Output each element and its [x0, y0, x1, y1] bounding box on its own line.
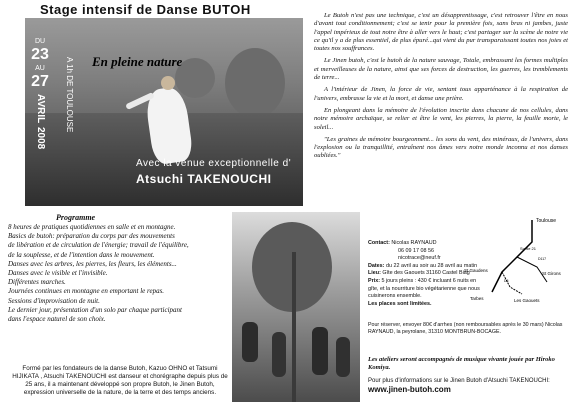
program-line: de libération et de circulation de l'énergie; travail de l'équilibre,	[8, 241, 189, 250]
program-line: dans l'espace naturel de son choix.	[8, 315, 106, 324]
map-label-toulouse: Toulouse	[536, 218, 557, 224]
subtitle: En pleine nature	[92, 54, 183, 69]
website-link[interactable]: www.jinen-butoh.com	[368, 384, 451, 394]
route-map	[462, 212, 572, 322]
map-label-stgirons: St Girons	[542, 271, 561, 276]
contact-phone: 06 09 17 08 56	[398, 247, 434, 254]
lieu-value: Gîte des Gaouets 31160 Castel Biag	[382, 270, 470, 277]
program-heading: Programme	[56, 213, 96, 222]
program-line: Danses avec le visible et l'invisible.	[8, 269, 108, 278]
ateliers-text: Les ateliers seront accompagnés de musique vivante jouée par Hiroko Komiya.	[368, 356, 555, 371]
map-label-d5: D5	[504, 279, 509, 283]
lieu-label: Lieu:	[368, 270, 381, 277]
contact-email: nicotrace@neuf.fr	[398, 255, 441, 262]
guest-name: Atsuchi TAKENOUCHI	[136, 172, 272, 186]
dates-value: du 22 avril au soir au 28 avril au matin	[385, 262, 478, 269]
program-line: Basics de butoh: préparation du corps par des mouvements	[8, 232, 175, 241]
contact-name: Nicolas RAYNAUD	[391, 240, 437, 246]
program-list	[8, 223, 222, 324]
founder-text: Formé par les fondateurs de la danse Butoh, Kazuo OHNO et Tatsumi HIJIKATA , Atsuchi TAKENOUCHI est danseur et chorégraphe depuis plus de 25 ans, il a maintenant développé son propre Butoh, le Jinen Butoh, expression universelle de la nature, de la terre et des temps anciens.	[12, 365, 228, 396]
map-label-stgaudens: St Gaudens	[464, 268, 488, 273]
start-day: 23	[31, 46, 49, 63]
au-label: AU	[35, 65, 45, 72]
intro-text	[314, 12, 568, 165]
program-line: Danses avec les arbres, les pierres, les fleurs, les éléments...	[8, 259, 177, 268]
map-label-sortie: Sortie 21	[520, 246, 537, 251]
infos-block	[368, 378, 572, 395]
limited-notice: Les places sont limitées.	[368, 300, 432, 307]
program-line: de la souplesse, et de l'intention dans le mouvement.	[8, 250, 155, 259]
program-line: Sessions d'improvisation de nuit.	[8, 296, 100, 305]
program-line: Différentes marches.	[8, 278, 66, 287]
poster-title: Stage intensif de Danse BUTOH	[40, 2, 251, 17]
dates-label: Dates:	[368, 262, 385, 269]
distance-label: A 1h DE TOULOUSE	[65, 57, 74, 133]
intro-p3: A l'intérieur de Jinen, la force de vie, sentant tous apparténance à la respiration de l'univers, embrasse la vie et la mort, et danse une prière.	[314, 86, 568, 102]
program-line: 8 heures de pratiques quotidiennes en salle et en montagne.	[8, 223, 176, 231]
reservation-info: Pour réserver, envoyer 80€ d'arrhes (non remboursables après le 30 mars) Nicolas RAYNAUD, la peyrolane, 31310 MONTBRUN-BOCAGE.	[368, 322, 563, 335]
map-label-tarbes: Tarbes	[470, 296, 484, 301]
program-line: Journées continues en montagne en emportant le repas.	[8, 287, 165, 296]
infos-text: Pour plus d'informations sur le Jinen Butoh d'Atsuchi TAKENOUCHI:	[368, 378, 550, 384]
intro-p5: "Les graines de mémoire bourgeonnent... les sons du vent, des minéraux, de l'univers, dans l'explosion ou la tranquillité, entraînent nos âmes vers notre monde inconnu et nos danses oubliées."	[314, 135, 568, 160]
prix-value: 5 jours pleins : 430 € incluant 6 nuits en gîte, et la nourriture bio végétarienne que nous cuisinerons ensemble.	[368, 277, 480, 300]
intro-p4: En plongeant dans la mémoire de l'évolution inscrite dans chacune de nos cellules, dans notre mémoire archaïque, se relier et être le vent, les pierres, la pierre, la feuille morte, le soleil...	[314, 106, 568, 131]
contact-label: Contact:	[368, 240, 390, 246]
month-label: AVRIL	[35, 94, 46, 124]
du-label: DU	[34, 38, 46, 45]
intro-p2: Le Jinen butoh, c'est le butoh de la nature sauvage, Totale, embrassant les formes multiples et merveilleuses de la nature, ainsi que ses forces de destruction, les guerres, les tremblements de terre...	[314, 57, 568, 82]
end-day: 27	[31, 73, 49, 90]
group-photo	[232, 212, 360, 402]
prix-label: Prix:	[368, 277, 380, 284]
date-column	[29, 36, 51, 150]
program-line: Le dernier jour, présentation d'un solo par chaque participant	[8, 305, 182, 314]
map-label-d117: D117	[538, 257, 547, 261]
intro-p1: Le Butoh n'est pas une technique, c'est un désapprentissage, c'est retrouver l'être en nous d'avant tout conditionnement; c'est se tenir pour la première fois, sans bras ni jambes, juste l'appel impérieux de tout notre être à aller vers le haut; c'est partager sur la scène de notre vie ce qu'il y a de plus essentiel, de plus épuré...qui vient du pur transparaissant toutes nos joies et toutes nos souffrances.	[314, 12, 568, 53]
map-label-gaouets: Les Gaouets	[514, 298, 540, 303]
venue-line: Avec la venue exceptionnelle d'	[136, 158, 292, 169]
year-label: 2008	[35, 127, 46, 150]
